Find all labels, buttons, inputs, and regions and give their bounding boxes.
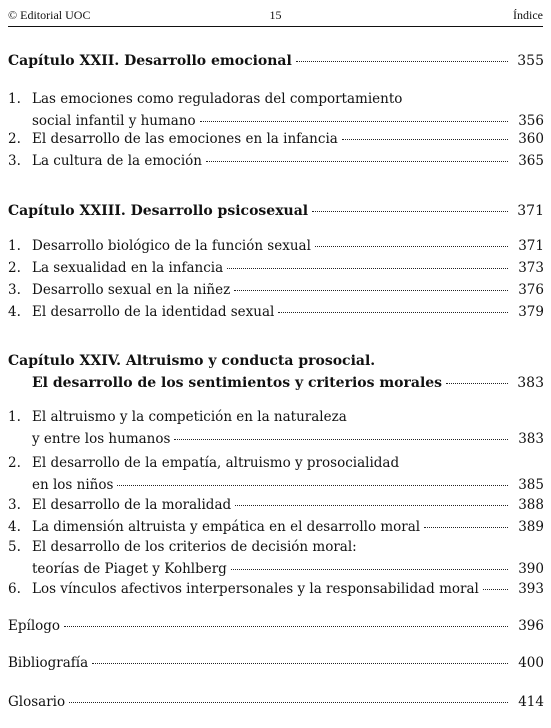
item-number: 5. — [8, 539, 21, 555]
item-number: 2. — [8, 455, 21, 471]
leader-dots — [174, 439, 508, 440]
leader-dots — [296, 61, 508, 62]
toc-item — [8, 237, 544, 259]
toc-item — [8, 303, 544, 325]
item-number: 1. — [8, 238, 21, 254]
entry-title: Bibliografía — [8, 655, 89, 671]
entry-title: El desarrollo de las emociones en la infancia — [32, 131, 338, 147]
leader-dots — [92, 663, 508, 664]
entry-title: Capítulo XXIV. Altruismo y conducta prosocial. — [8, 353, 376, 369]
toc-line — [8, 52, 544, 74]
entry-title: Epílogo — [8, 618, 61, 634]
item-number: 2. — [8, 131, 21, 147]
leader-dots — [64, 626, 508, 627]
entry-title: El desarrollo de la identidad sexual — [32, 304, 275, 320]
toc-section — [8, 654, 544, 676]
toc-item — [8, 454, 544, 498]
leader-dots — [446, 383, 508, 384]
toc-chapter — [8, 352, 544, 396]
entry-title: teorías de Piaget y Kohlberg — [32, 561, 227, 577]
entry-title: La cultura de la emoción — [32, 153, 202, 169]
toc-line — [8, 408, 544, 430]
toc-item — [8, 259, 544, 281]
entry-page-number: 371 — [517, 203, 544, 219]
toc-section — [8, 617, 544, 639]
item-number: 3. — [8, 282, 21, 298]
leader-dots — [312, 211, 508, 212]
entry-title: en los niños — [32, 477, 114, 493]
leader-dots — [234, 290, 508, 291]
entry-page-number: 385 — [518, 477, 544, 493]
entry-page-number: 389 — [518, 519, 544, 535]
entry-title: El desarrollo de los criterios de decisión moral: — [32, 539, 357, 555]
entry-title: El desarrollo de la empatía, altruismo y prosocialidad — [32, 455, 400, 471]
publisher-label: © Editorial UOC — [8, 8, 91, 22]
toc-section — [8, 693, 544, 715]
entry-title: El desarrollo de los sentimientos y criterios morales — [32, 375, 443, 391]
toc-line — [8, 281, 544, 303]
item-number: 3. — [8, 497, 21, 513]
entry-title: El desarrollo de la moralidad — [32, 497, 232, 513]
toc-line — [8, 560, 544, 582]
toc-item — [8, 152, 544, 174]
toc-line — [8, 617, 544, 639]
toc-line — [8, 352, 544, 374]
toc-line — [8, 476, 544, 498]
toc-line — [8, 654, 544, 676]
entry-page-number: 371 — [518, 238, 544, 254]
leader-dots — [206, 161, 508, 162]
entry-title: Desarrollo sexual en la niñez — [32, 282, 231, 298]
entry-title: Capítulo XXII. Desarrollo emocional — [8, 53, 292, 69]
toc-line — [8, 518, 544, 540]
entry-title: Los vínculos afectivos interpersonales y la responsabilidad moral — [32, 581, 479, 597]
entry-title: La sexualidad en la infancia — [32, 260, 224, 276]
toc-chapter — [8, 202, 544, 224]
toc-chapter — [8, 52, 544, 74]
toc-item — [8, 281, 544, 303]
toc-item — [8, 130, 544, 152]
leader-dots — [235, 505, 508, 506]
entry-page-number: 383 — [517, 375, 544, 391]
entry-title: Glosario — [8, 694, 66, 710]
entry-page-number: 373 — [518, 260, 544, 276]
toc-line — [8, 303, 544, 325]
toc-line — [8, 454, 544, 476]
entry-page-number: 355 — [517, 53, 544, 69]
entry-title: y entre los humanos — [32, 431, 171, 447]
item-number: 6. — [8, 581, 21, 597]
item-number: 4. — [8, 304, 21, 320]
leader-dots — [227, 268, 508, 269]
entry-page-number: 360 — [518, 131, 544, 147]
toc-line — [8, 130, 544, 152]
item-number: 2. — [8, 260, 21, 276]
leader-dots — [231, 569, 508, 570]
item-number: 4. — [8, 519, 21, 535]
item-number: 1. — [8, 91, 21, 107]
toc-line — [8, 430, 544, 452]
leader-dots — [117, 485, 508, 486]
entry-page-number: 376 — [518, 282, 544, 298]
entry-page-number: 390 — [518, 561, 544, 577]
entry-page-number: 400 — [518, 655, 544, 671]
toc-line — [8, 90, 544, 112]
toc-line — [8, 580, 544, 602]
leader-dots — [342, 139, 508, 140]
toc-line — [8, 152, 544, 174]
leader-dots — [315, 246, 508, 247]
item-number: 1. — [8, 409, 21, 425]
entry-page-number: 365 — [518, 153, 544, 169]
entry-title: Las emociones como reguladoras del comportamiento — [32, 91, 403, 107]
leader-dots — [424, 527, 508, 528]
entry-title: La dimensión altruista y empática en el desarrollo moral — [32, 519, 421, 535]
toc-line — [8, 237, 544, 259]
toc-line — [8, 496, 544, 518]
leader-dots — [200, 121, 508, 122]
page-number: 15 — [269, 8, 282, 22]
toc-line — [8, 538, 544, 560]
item-number: 3. — [8, 153, 21, 169]
toc-item — [8, 90, 544, 134]
toc-line — [8, 202, 544, 224]
toc-item — [8, 408, 544, 452]
entry-page-number: 356 — [518, 113, 544, 129]
toc-line — [8, 259, 544, 281]
leader-dots — [278, 312, 508, 313]
toc-line — [8, 374, 544, 396]
leader-dots — [69, 702, 508, 703]
toc-item — [8, 538, 544, 582]
entry-page-number: 414 — [518, 694, 544, 710]
running-header — [8, 6, 543, 27]
entry-page-number: 383 — [518, 431, 544, 447]
entry-title: Desarrollo biológico de la función sexual — [32, 238, 311, 254]
entry-title: Capítulo XXIII. Desarrollo psicosexual — [8, 203, 309, 219]
section-label: Índice — [513, 8, 543, 22]
entry-title: El altruismo y la competición en la naturaleza — [32, 409, 347, 425]
entry-title: social infantil y humano — [32, 113, 196, 129]
entry-page-number: 388 — [518, 497, 544, 513]
toc-line — [8, 693, 544, 715]
entry-page-number: 396 — [518, 618, 544, 634]
entry-page-number: 379 — [518, 304, 544, 320]
leader-dots — [483, 589, 508, 590]
entry-page-number: 393 — [518, 581, 544, 597]
toc-item — [8, 580, 544, 602]
toc-item — [8, 518, 544, 540]
toc-item — [8, 496, 544, 518]
